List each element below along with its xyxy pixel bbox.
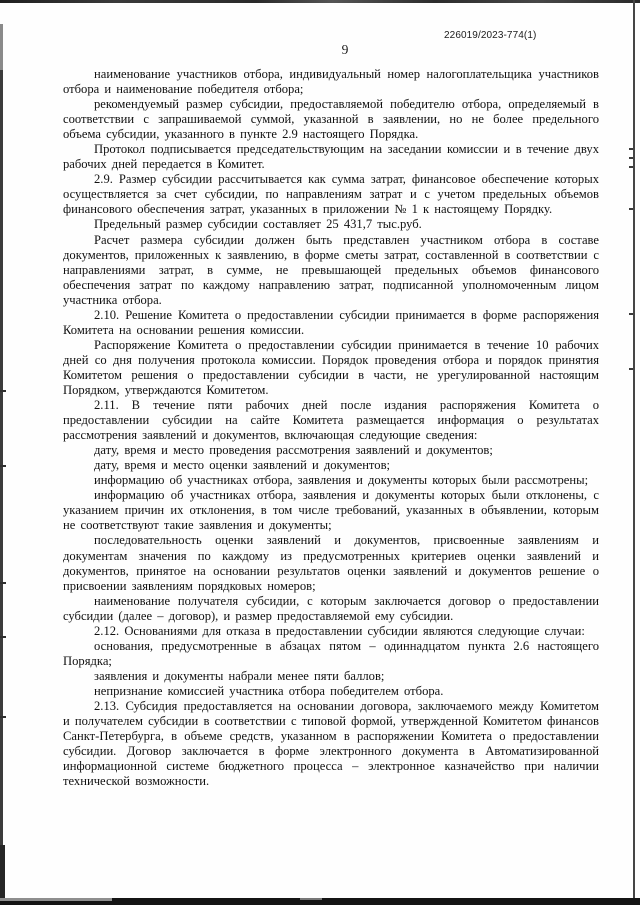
paragraph: Протокол подписывается председательствующим на заседании комиссии и в течение двух рабочих дней передается в Комитет. (63, 142, 599, 172)
paragraph: рекомендуемый размер субсидии, предоставляемой победителю отбора, определяемый в соответствии с запрашиваемой суммой, указанной в заявлении, но не более предельного объема субсидии, указанного в пункте 2.9 настоящего Порядка. (63, 97, 599, 142)
paragraph: 2.11. В течение пяти рабочих дней после издания распоряжения Комитета о предоставлении субсидии на сайте Комитета размещается информация о результатах рассмотрения заявлений и документов, включающая следующие сведения: (63, 398, 599, 443)
paragraph: информацию об участниках отбора, заявления и документы которых были отклонены, с указанием причин их отклонения, в том числе требований, указанных в объявлении, которым не соответствуют такие заявления и документы; (63, 488, 599, 533)
scan-edge-left (0, 70, 3, 899)
paragraph: заявления и документы набрали менее пяти баллов; (94, 668, 385, 683)
paragraph: наименование получателя субсидии, с которым заключается договор о предоставлении субсидии (далее – договор), и размер предоставляемой ему субсидии. (63, 593, 599, 623)
scan-edge-top (0, 0, 640, 3)
paragraph: основания, предусмотренные в абзацах пятом – одиннадцатом пункта 2.6 настоящего Порядка; (63, 638, 599, 668)
paragraph: Предельный размер субсидии составляет 25 431,7 тыс.руб. (94, 217, 422, 232)
paragraph: наименование участников отбора, индивидуальный номер налогоплательщика участников отбора и наименование победителя отбора; (63, 67, 599, 97)
scan-noise (629, 157, 633, 159)
scan-noise (629, 313, 633, 315)
scan-noise (0, 465, 6, 467)
scan-edge-bottom-gray (0, 898, 112, 901)
page-number: 9 (341, 42, 349, 57)
scan-edge-bottom-gray2 (300, 898, 322, 900)
scan-noise (0, 390, 6, 392)
paragraph: 2.12. Основаниями для отказа в предоставлении субсидии являются следующие случаи: (94, 623, 585, 638)
paragraph: дату, время и место оценки заявлений и документов; (94, 458, 391, 473)
scan-edge-left-foot (0, 845, 5, 905)
document-body (63, 67, 599, 789)
scan-edge-left-light (0, 24, 3, 70)
document-reference-number: 226019/2023-774(1) (444, 30, 537, 41)
paragraph: последовательность оценки заявлений и документов, присвоенные заявлениям и документам значения по каждому из предусмотренных критериев оценки заявлений и документов, принятое на основании результатов оценки заявлений и документов решение о присвоении заявлениям порядковых номеров; (63, 533, 599, 593)
scan-noise (0, 582, 6, 584)
scan-noise (629, 368, 633, 370)
paragraph: 2.10. Решение Комитета о предоставлении субсидии принимается в форме распоряжения Комитета на основании решения комиссии. (63, 307, 599, 337)
scan-noise (629, 166, 633, 168)
scan-noise (0, 636, 6, 638)
paragraph: 2.13. Субсидия предоставляется на основании договора, заключаемого между Комитетом и получателем субсидии в соответствии с типовой формой, утвержденной Комитетом финансов Санкт-Петербурга, в объеме средств, указанном в распоряжении Комитета о предоставлении субсидии. Договор заключается в форме электронного документа в Автоматизированной информационной системе бюджетного процесса – электронное казначейство при наличии технической возможности. (63, 698, 599, 789)
paragraph: дату, время и место проведения рассмотрения заявлений и документов; (94, 443, 493, 458)
scan-noise (629, 208, 633, 210)
scan-noise (629, 148, 633, 150)
paragraph: непризнание комиссией участника отбора победителем отбора. (94, 683, 444, 698)
paragraph: Распоряжение Комитета о предоставлении субсидии принимается в течение 10 рабочих дней со дня получения протокола комиссии. Порядок проведения отбора и порядок принятия Комитетом решения о предоставлении субсидии в части, не урегулированной настоящим Порядком, утверждаются Комитетом. (63, 337, 599, 397)
paragraph: Расчет размера субсидии должен быть представлен участником отбора в составе документов, приложенных к заявлению, в форме сметы затрат, составленной в соответствии с направлениями затрат, в сумме, не превышающей предельных объемов финансового обеспечения затрат по каждому направлению затрат, подписанной уполномоченным лицом участника отбора. (63, 232, 599, 307)
scan-edge-right (633, 0, 635, 905)
paragraph: 2.9. Размер субсидии рассчитывается как сумма затрат, финансовое обеспечение которых осуществляется за счет субсидии, по направлениям затрат и с учетом предельных объемов финансового обеспечения затрат, указанных в приложении № 1 к настоящему Порядку. (63, 172, 599, 217)
scan-noise (0, 716, 6, 718)
paragraph: информацию об участниках отбора, заявления и документы которых были рассмотрены; (94, 473, 589, 488)
